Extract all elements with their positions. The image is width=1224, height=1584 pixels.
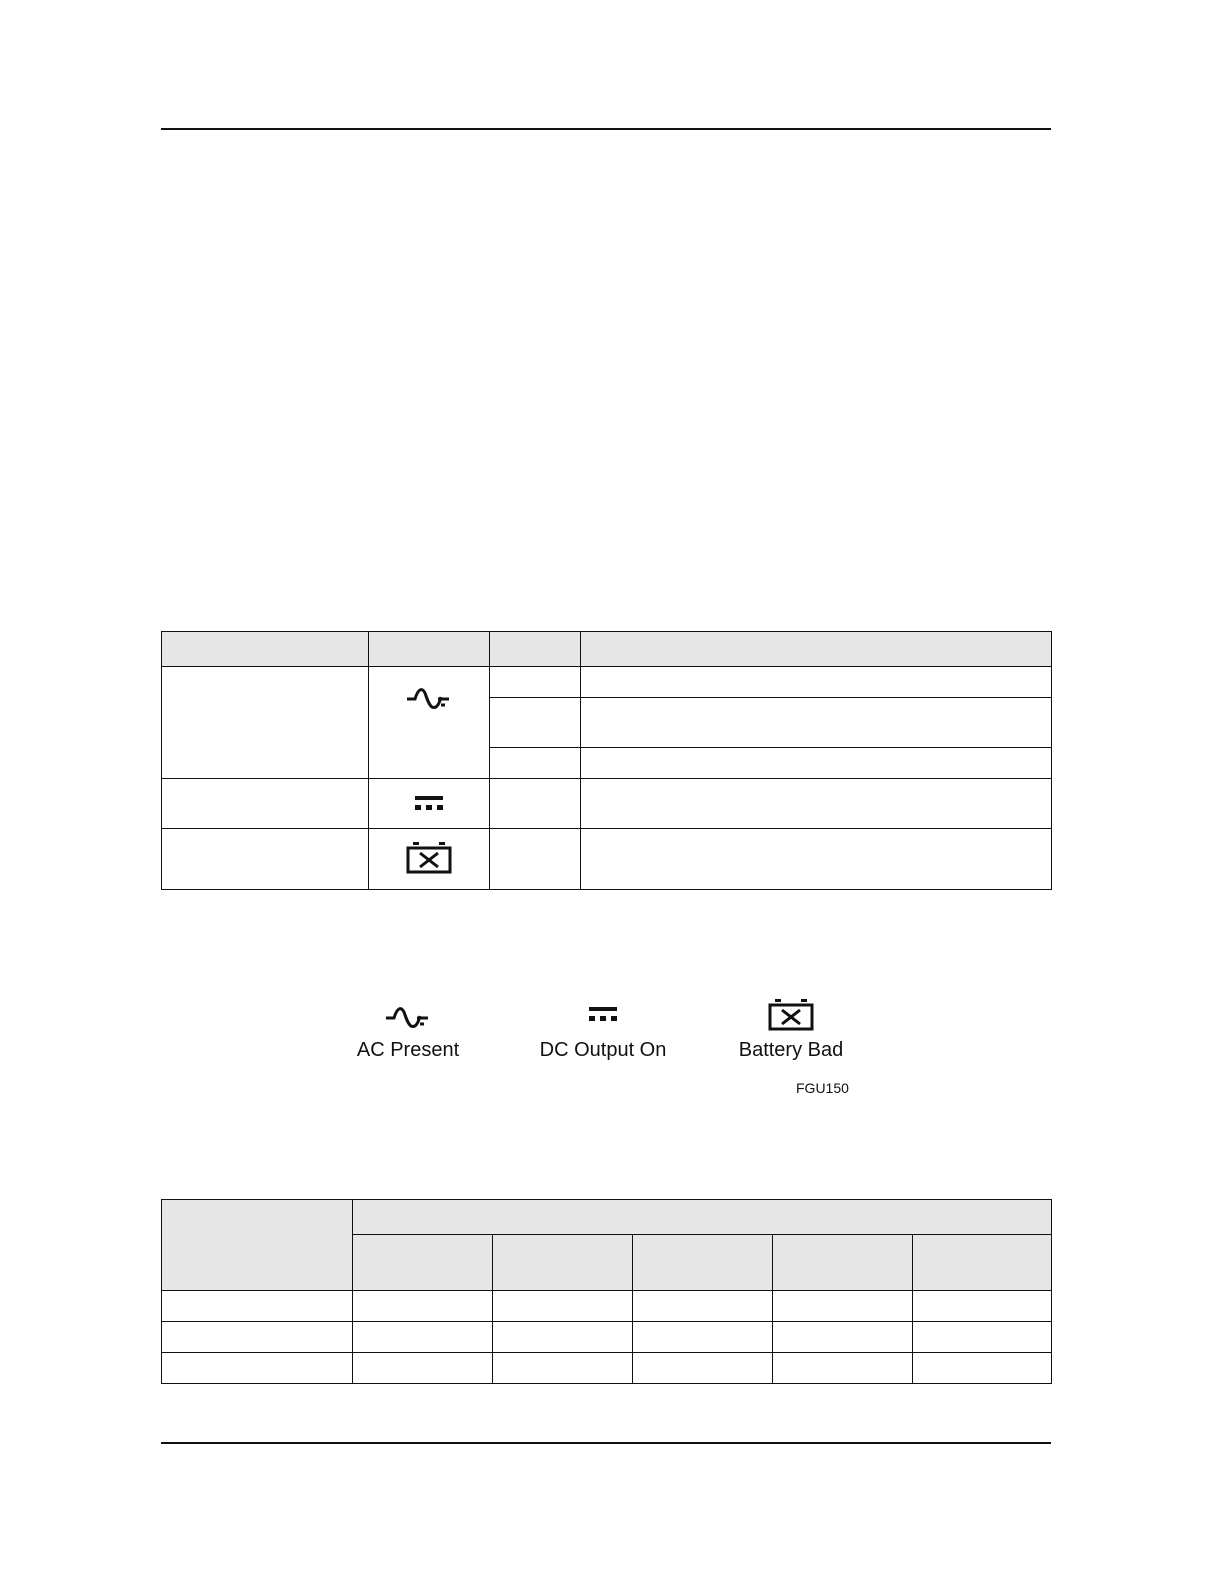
table-row xyxy=(162,779,1052,829)
table-cell xyxy=(369,779,490,829)
table-row xyxy=(162,829,1052,890)
table-cell xyxy=(581,667,1052,698)
header-cell xyxy=(913,1235,1052,1291)
table-cell xyxy=(913,1291,1052,1322)
table-cell xyxy=(490,748,581,779)
dc-output-icon xyxy=(587,1006,619,1028)
table-cell xyxy=(162,667,369,779)
dc-output-icon xyxy=(413,793,445,815)
table-cell xyxy=(369,667,490,779)
header-cell xyxy=(353,1235,493,1291)
header-cell xyxy=(493,1235,633,1291)
table-cell xyxy=(493,1291,633,1322)
table-cell xyxy=(581,698,1052,748)
battery-bad-icon xyxy=(767,998,815,1034)
header-cell xyxy=(369,632,490,667)
table-cell xyxy=(369,829,490,890)
ac-sine-icon xyxy=(384,1002,432,1034)
table-cell xyxy=(633,1322,773,1353)
legend-label: DC Output On xyxy=(539,1039,667,1061)
header-cell xyxy=(773,1235,913,1291)
table-cell xyxy=(493,1322,633,1353)
ac-sine-icon xyxy=(405,683,453,715)
table-cell xyxy=(493,1353,633,1384)
header-cell xyxy=(162,632,369,667)
table-cell xyxy=(773,1353,913,1384)
table-row xyxy=(162,1353,1052,1384)
table-cell xyxy=(162,1322,353,1353)
table-row xyxy=(162,1322,1052,1353)
table-cell xyxy=(773,1322,913,1353)
legend-item-ac xyxy=(348,1002,468,1062)
table-cell xyxy=(490,779,581,829)
state-table xyxy=(161,1199,1052,1384)
table-cell xyxy=(913,1353,1052,1384)
table-cell xyxy=(581,829,1052,890)
table-row xyxy=(162,667,1052,698)
figure-code: FGU150 xyxy=(796,1080,849,1096)
table-cell xyxy=(490,698,581,748)
legend-item-battery xyxy=(731,998,851,1062)
table-cell xyxy=(162,779,369,829)
table-cell xyxy=(162,829,369,890)
legend-item-dc xyxy=(533,1006,673,1062)
table-cell xyxy=(353,1353,493,1384)
table-cell xyxy=(353,1291,493,1322)
legend-label: Battery Bad xyxy=(738,1039,844,1061)
table-cell xyxy=(913,1322,1052,1353)
table-cell xyxy=(773,1291,913,1322)
footer-rule xyxy=(161,1442,1051,1444)
table-cell xyxy=(162,1291,353,1322)
table-cell xyxy=(633,1353,773,1384)
table-cell xyxy=(581,748,1052,779)
header-cell xyxy=(353,1200,1052,1235)
header-cell xyxy=(162,1200,353,1291)
legend-label: AC Present xyxy=(356,1039,460,1061)
table-cell xyxy=(353,1322,493,1353)
table-cell xyxy=(633,1291,773,1322)
table-header-row xyxy=(162,632,1052,667)
battery-bad-icon xyxy=(405,841,453,877)
header-cell xyxy=(633,1235,773,1291)
table-cell xyxy=(162,1353,353,1384)
table-header-row xyxy=(162,1200,1052,1235)
led-indicator-table xyxy=(161,631,1052,890)
header-rule xyxy=(161,128,1051,130)
table-cell xyxy=(490,829,581,890)
table-cell xyxy=(490,667,581,698)
header-cell xyxy=(581,632,1052,667)
header-cell xyxy=(490,632,581,667)
table-row xyxy=(162,1291,1052,1322)
table-cell xyxy=(581,779,1052,829)
